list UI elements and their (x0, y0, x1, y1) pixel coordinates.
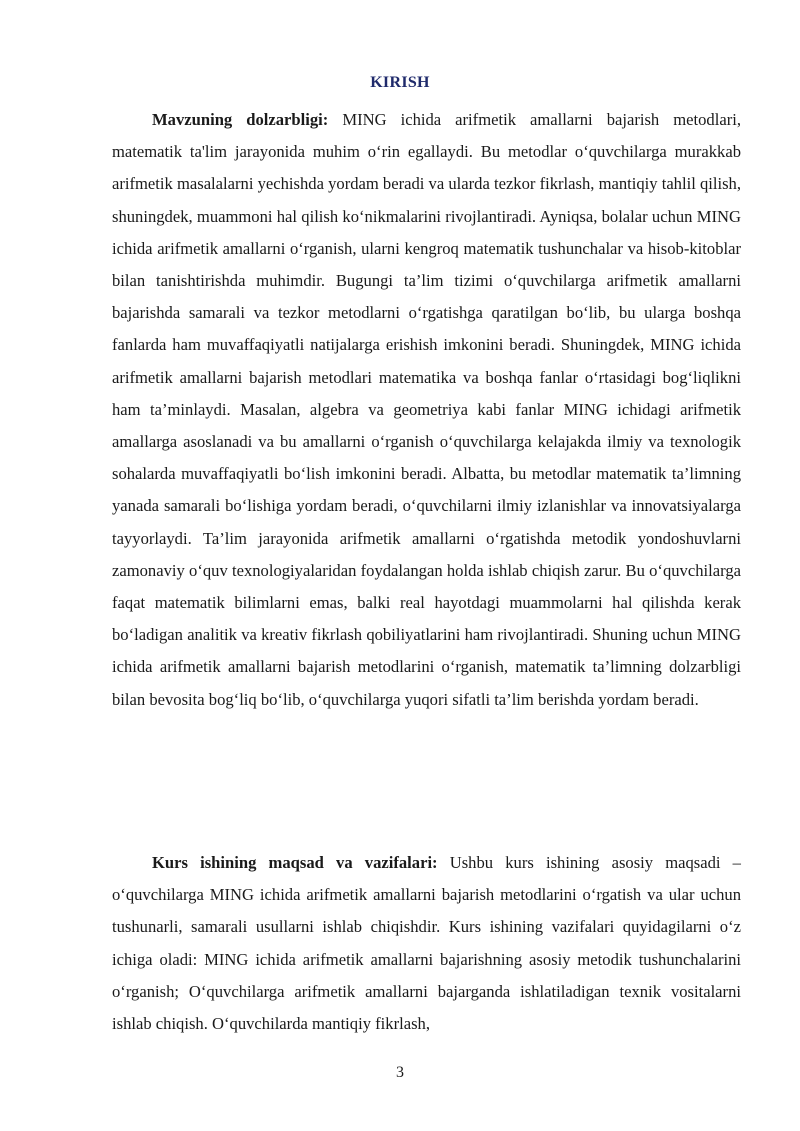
page-number: 3 (396, 1064, 404, 1081)
paragraph-lead: Kurs ishining maqsad va vazifalari: (152, 853, 438, 872)
paragraph-goals (112, 847, 741, 1040)
paragraph-relevance (112, 104, 741, 716)
paragraph-text: Ushbu kurs ishining asosiy maqsadi – o‘quvchilarga MING ichida arifmetik amallarni bajarish metodlarini o‘rgatish va ular uchun tushunarli, samarali usullarni ishlab chiqishdir. Kurs ishining vazifalari quyidagilarni o‘z ichiga oladi: MING ichida arifmetik amallarni bajarishning asosiy metodik tushunchalarini o‘rganish; O‘quvchilarga arifmetik amallarni bajarganda ishlatiladigan texnik vositalarni ishlab chiqish. O‘quvchilarda mantiqiy fikrlash, (112, 853, 741, 1034)
paragraph-lead: Mavzuning dolzarbligi: (152, 110, 329, 129)
section-heading: KIRISH (370, 74, 430, 91)
paragraph-text: MING ichida arifmetik amallarni bajarish metodlari, matematik ta'lim jarayonida muhim o‘rin egallaydi. Bu metodlar o‘quvchilarga murakkab arifmetik masalalarni yechishda yordam beradi va ularda tezkor fikrlash, mantiqiy tahlil qilish, shuningdek, muammoni hal qilish ko‘nikmalarini rivojlantiradi. Ayniqsa, bolalar uchun MING ichida arifmetik amallarni o‘rganish, ularni kengroq matematik tushunchalar va hisob-kitoblar bilan tanishtirishda muhimdir. Bugungi ta’lim tizimi o‘quvchilarga arifmetik amallarni bajarishda samarali va tezkor metodlarni o‘rgatishga qaratilgan bo‘lib, bu ularga boshqa fanlarda ham muvaffaqiyatli natijalarga erishish imkonini beradi. Shuningdek, MING ichida arifmetik amallarni bajarish metodlari matematika va boshqa fanlar o‘rtasidagi bog‘liqlikni ham ta’minlaydi. Masalan, algebra va geometriya kabi fanlar MING ichidagi arifmetik amallarga asoslanadi va bu amallarni o‘rganish o‘quvchilarga kelajakda ilmiy va texnologik sohalarda muvaffaqiyatli bo‘lish imkonini beradi. Albatta, bu metodlar matematik ta’limning yanada samarali bo‘lishiga yordam beradi, o‘quvchilarni ilmiy izlanishlar va innovatsiyalarga tayyorlaydi. Ta’lim jarayonida arifmetik amallarni o‘rgatishda metodik yondoshuvlarni zamonaviy o‘quv texnologiyalaridan foydalangan holda ishlab chiqish zarur. Bu o‘quvchilarga faqat matematik bilimlarni emas, balki real hayotdagi muammolarni hal qilishda kerak bo‘ladigan analitik va kreativ fikrlash qobiliyatlarini ham rivojlantiradi. Shuning uchun MING ichida arifmetik amallarni bajarish metodlarini o‘rganish, matematik ta’limning dolzarbligi bilan bevosita bog‘liq bo‘lib, o‘quvchilarga yuqori sifatli ta’lim berishda yordam beradi. (112, 110, 741, 709)
